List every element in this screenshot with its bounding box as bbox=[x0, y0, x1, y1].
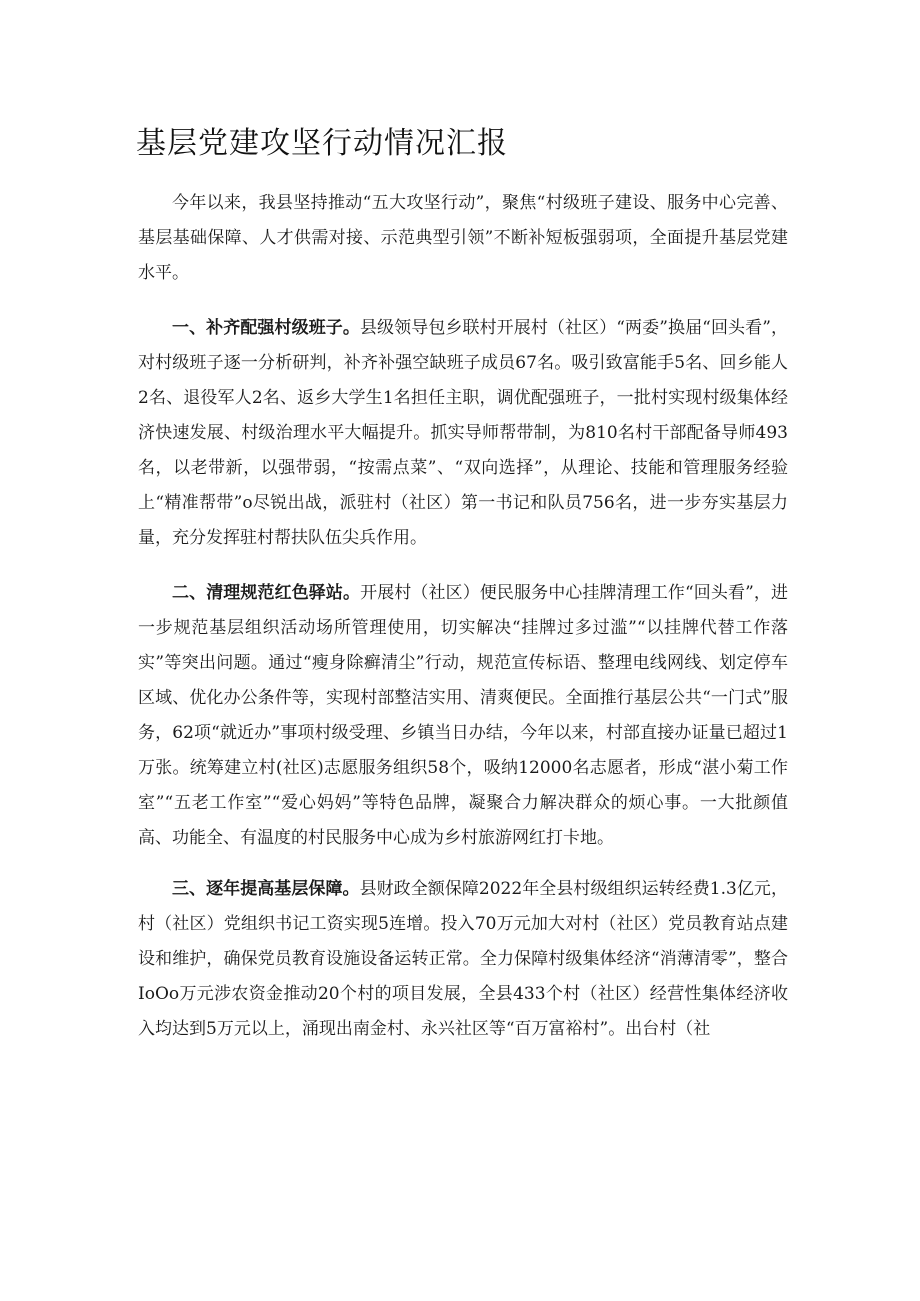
section-1-text: 县级领导包乡联村开展村（社区）“两委”换届“回头看”，对村级班子逐一分析研判，补齐补强空缺班子成员67名。吸引致富能手5名、回乡能人2名、退役军人2名、返乡大学生1名担任主职，调优配强班子，一批村实现村级集体经济快速发展、村级治理水平大幅提升。抓实导师帮带制，为810名村干部配备导师493名，以老带新，以强带弱，“按需点菜”、“双向选择”，从理论、技能和管理服务经验上“精准帮带”o尽锐出战，派驻村（社区）第一书记和队员756名，进一步夯实基层力量，充分发挥驻村帮扶队伍尖兵作用。 bbox=[138, 318, 789, 548]
section-1-heading: 一、补齐配强村级班子。 bbox=[172, 318, 360, 338]
document-body bbox=[138, 186, 788, 1047]
intro-paragraph: 今年以来，我县坚持推动“五大攻坚行动”，聚焦“村级班子建设、服务中心完善、基层基础保障、人才供需对接、示范典型引领”不断补短板强弱项，全面提升基层党建水平。 bbox=[138, 193, 788, 283]
section-1-paragraph bbox=[138, 311, 788, 556]
section-2-text: 开展村（社区）便民服务中心挂牌清理工作“回头看”，进一步规范基层组织活动场所管理使用，切实解决“挂牌过多过滥”“以挂牌代替工作落实”等突出问题。通过“瘦身除癣清尘”行动，规范宣传标语、整理电线网线、划定停车区域、优化办公条件等，实现村部整洁实用、清爽便民。全面推行基层公共“一门式”服务，62项“就近办”事项村级受理、乡镇当日办结，今年以来，村部直接办证量已超过1万张。统筹建立村(社区)志愿服务组织58个，吸纳12000名志愿者，形成“湛小菊工作室”“五老工作室”“爱心妈妈”等特色品牌，凝聚合力解决群众的烦心事。一大批颜值高、功能全、有温度的村民服务中心成为乡村旅游网红打卡地。 bbox=[138, 583, 788, 848]
section-2-heading: 二、清理规范红色驿站。 bbox=[172, 583, 361, 603]
section-3-text: 县财政全额保障2022年全县村级组织运转经费1.3亿元，村（社区）党组织书记工资实现5连增。投入70万元加大对村（社区）党员教育站点建设和维护，确保党员教育设施设备运转正常。全力保障村级集体经济“消薄清零”，整合IoOo万元涉农资金推动20个村的项目发展，全县433个村（社区）经营性集体经济收入均达到5万元以上，涌现出南金村、永兴社区等“百万富裕村”。出台村（社 bbox=[138, 879, 788, 1039]
section-2-paragraph bbox=[138, 576, 788, 856]
section-3-paragraph bbox=[138, 872, 788, 1047]
document-title: 基层党建攻坚行动情况汇报 bbox=[136, 126, 508, 161]
section-3-heading: 三、逐年提高基层保障。 bbox=[172, 879, 360, 899]
